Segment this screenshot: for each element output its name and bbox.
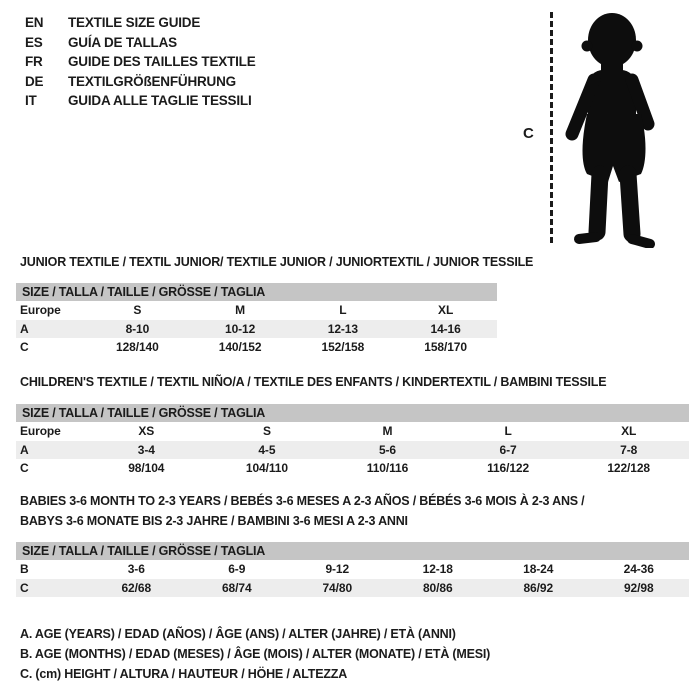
height-measure-label: C xyxy=(523,125,534,142)
size-cell: L xyxy=(339,303,347,318)
size-cell: S xyxy=(262,424,271,439)
age-cell: 3-4 xyxy=(137,442,155,457)
age-cell: 10-12 xyxy=(225,321,256,336)
size-cell: XL xyxy=(621,424,637,439)
height-cell: 68/74 xyxy=(221,580,252,595)
age-cell: 14-16 xyxy=(430,321,461,336)
height-cell: 80/86 xyxy=(422,580,453,595)
age-cell: 6-7 xyxy=(499,442,517,457)
age-cell: 9-12 xyxy=(325,562,350,577)
lang-row-it xyxy=(25,91,256,111)
height-cell: 110/116 xyxy=(366,461,409,476)
height-cell: 86/92 xyxy=(523,580,554,595)
table-row-age xyxy=(16,441,689,460)
height-cell: 104/110 xyxy=(245,461,288,476)
age-cell: 3-6 xyxy=(127,562,145,577)
table-row-height xyxy=(16,459,689,478)
height-cell: 158/170 xyxy=(424,340,467,355)
height-cell: 140/152 xyxy=(218,340,262,355)
lang-code: DE xyxy=(25,73,44,89)
lang-row-es xyxy=(25,33,256,53)
age-cell: 7-8 xyxy=(620,442,638,457)
age-cell: 6-9 xyxy=(228,562,246,577)
measure-legend xyxy=(20,624,490,684)
age-cell: 12-13 xyxy=(327,321,358,336)
size-cell: XL xyxy=(438,303,454,318)
junior-table-title: JUNIOR TEXTILE / TEXTIL JUNIOR/ TEXTILE JUNIOR / JUNIORTEXTIL / JUNIOR TESSILE xyxy=(20,255,534,269)
table-row-height xyxy=(16,579,689,598)
height-cell: 122/128 xyxy=(607,461,651,476)
row-label: A xyxy=(20,442,29,457)
legend-line-b: B. AGE (MONTHS) / EDAD (MESES) / ÂGE (MOIS) / ALTER (MONATE) / ETÀ (MESI) xyxy=(20,647,491,661)
lang-label: TEXTILE SIZE GUIDE xyxy=(68,15,201,30)
size-header-bar: SIZE / TALLA / TAILLE / GRÖSSE / TAGLIA xyxy=(16,542,689,560)
age-cell: 5-6 xyxy=(378,442,396,457)
lang-label: GUIDA ALLE TAGLIE TESSILI xyxy=(68,93,252,108)
lang-label: TEXTILGRÖßENFÜHRUNG xyxy=(68,73,236,89)
lang-code: FR xyxy=(25,54,43,69)
legend-line-c: C. (cm) HEIGHT / ALTURA / HAUTEUR / HÖHE / ALTEZZA xyxy=(20,667,348,681)
junior-size-table xyxy=(16,283,497,357)
legend-line-a: A. AGE (YEARS) / EDAD (AÑOS) / ÂGE (ANS) / ALTER (JAHRE) / ETÀ (ANNI) xyxy=(20,627,456,641)
babies-table-title-line1: BABIES 3-6 MONTH TO 2-3 YEARS / BEBÉS 3-6 MESES A 2-3 AÑOS / BÉBÉS 3-6 MOIS À 2-3 ANS / xyxy=(20,494,585,508)
age-cell: 12-18 xyxy=(422,562,453,577)
size-cell: L xyxy=(504,424,512,439)
language-title-block xyxy=(25,13,256,111)
row-label: C xyxy=(20,461,29,476)
row-label: C xyxy=(20,340,29,355)
lang-row-de xyxy=(25,72,256,92)
row-label: A xyxy=(20,321,29,336)
lang-label: GUÍA DE TALLAS xyxy=(68,34,177,50)
height-cell: 128/140 xyxy=(116,340,159,355)
height-cell: 116/122 xyxy=(487,461,530,476)
lang-code: IT xyxy=(25,93,37,108)
children-table-title: CHILDREN'S TEXTILE / TEXTIL NIÑO/A / TEXTILE DES ENFANTS / KINDERTEXTIL / BAMBINI TESSILE xyxy=(20,375,607,389)
age-cell: 18-24 xyxy=(523,562,554,577)
lang-code: EN xyxy=(25,15,44,30)
table-row-age-months xyxy=(16,560,689,579)
table-row-europe xyxy=(16,422,689,441)
age-cell: 8-10 xyxy=(125,321,150,336)
height-cell: 98/104 xyxy=(128,461,165,476)
size-cell: M xyxy=(382,424,393,439)
table-row-height xyxy=(16,338,497,357)
size-header-bar: SIZE / TALLA / TAILLE / GRÖSSE / TAGLIA xyxy=(16,283,497,301)
height-cell: 74/80 xyxy=(322,580,353,595)
row-label: B xyxy=(20,562,29,577)
height-cell: 152/158 xyxy=(321,340,365,355)
height-measure-dashed-line xyxy=(550,12,553,243)
size-cell: XS xyxy=(138,424,155,439)
height-cell: 92/98 xyxy=(623,580,654,595)
row-label: C xyxy=(20,580,29,595)
lang-code: ES xyxy=(25,34,43,50)
lang-row-en xyxy=(25,13,256,33)
size-cell: S xyxy=(133,303,142,318)
table-row-age xyxy=(16,320,497,339)
size-cell: M xyxy=(235,303,246,318)
row-label: Europe xyxy=(20,303,61,318)
age-cell: 24-36 xyxy=(623,562,654,577)
babies-size-table xyxy=(16,542,689,597)
row-label: Europe xyxy=(20,424,61,439)
table-row-europe xyxy=(16,301,497,320)
children-size-table xyxy=(16,404,689,478)
lang-row-fr xyxy=(25,52,256,72)
babies-table-title-line2: BABYS 3-6 MONATE BIS 2-3 JAHRE / BAMBINI 3-6 MESI A 2-3 ANNI xyxy=(20,514,408,528)
lang-label: GUIDE DES TAILLES TEXTILE xyxy=(68,54,256,69)
size-header-bar: SIZE / TALLA / TAILLE / GRÖSSE / TAGLIA xyxy=(16,404,689,422)
height-cell: 62/68 xyxy=(121,580,152,595)
toddler-silhouette-icon xyxy=(562,8,666,248)
age-cell: 4-5 xyxy=(258,442,276,457)
